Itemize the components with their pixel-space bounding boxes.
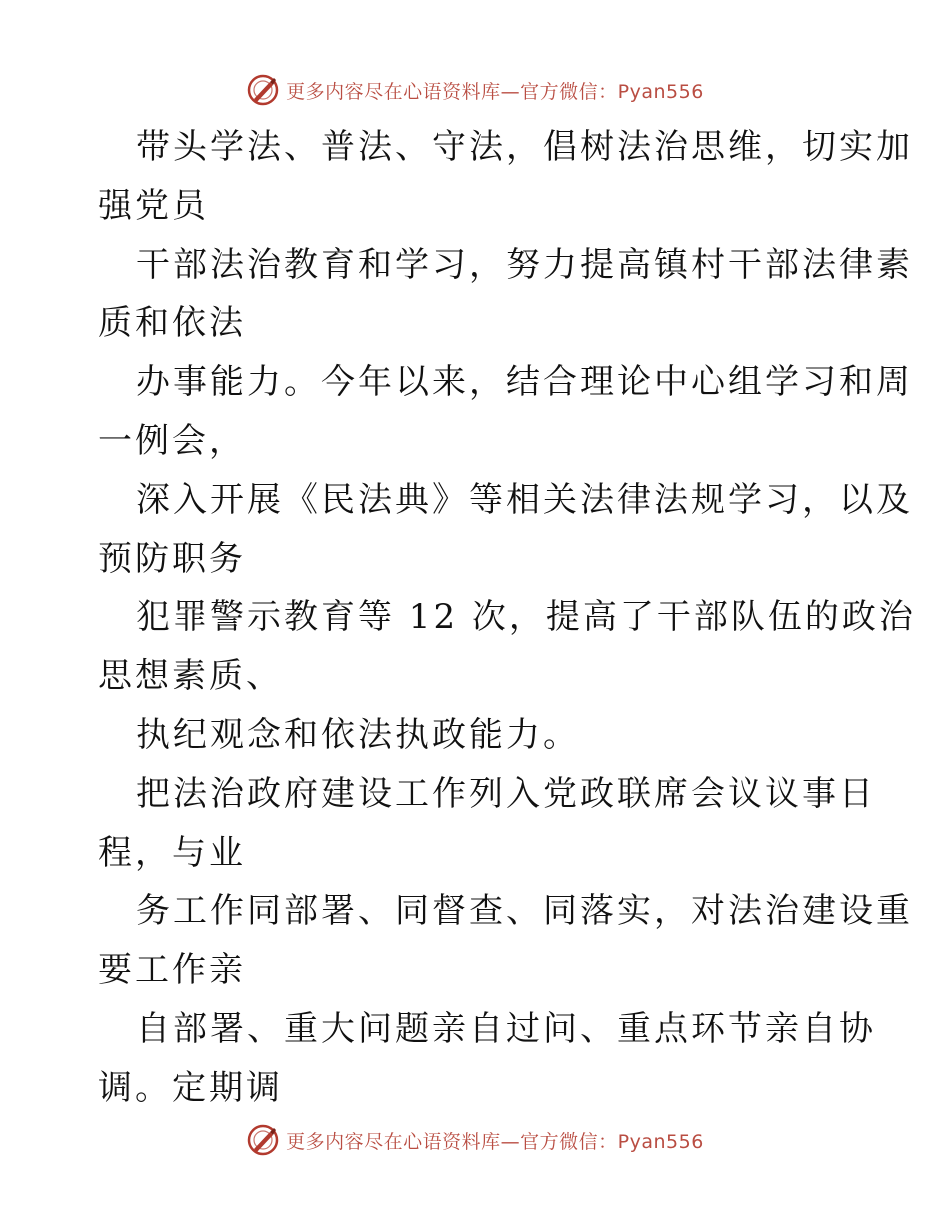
body-line: 调。定期调	[98, 1067, 283, 1108]
body-line: 质和依法	[98, 303, 246, 344]
document-body	[98, 118, 916, 1118]
body-line: 执纪观念和依法执政能力。	[136, 714, 580, 755]
body-line: 务工作同部署、同督查、同落实，对法治建设重	[136, 891, 913, 932]
banner-text: 更多内容尽在心语资料库—官方微信：Pyan556	[286, 1130, 704, 1153]
body-line: 干部法治教育和学习，努力提高镇村干部法律素	[136, 244, 913, 285]
footer-banner	[0, 1120, 950, 1160]
body-line: 强党员	[98, 185, 209, 226]
pen-seal-icon	[246, 73, 280, 107]
pen-seal-icon	[246, 1123, 280, 1157]
body-line: 犯罪警示教育等 12 次，提高了干部队伍的政治	[136, 597, 916, 638]
body-line: 深入开展《民法典》等相关法律法规学习，以及	[136, 479, 913, 520]
body-line: 预防职务	[98, 538, 246, 579]
body-line: 把法治政府建设工作列入党政联席会议议事日	[136, 773, 876, 814]
body-line: 要工作亲	[98, 950, 246, 991]
body-line: 自部署、重大问题亲自过问、重点环节亲自协	[136, 1008, 876, 1049]
body-line: 带头学法、普法、守法，倡树法治思维，切实加	[136, 127, 913, 167]
banner-text: 更多内容尽在心语资料库—官方微信：Pyan556	[286, 80, 704, 103]
header-banner	[0, 70, 950, 110]
body-line: 思想素质、	[98, 656, 283, 697]
body-line: 程，与业	[98, 832, 246, 873]
body-line: 办事能力。今年以来，结合理论中心组学习和周	[136, 362, 913, 403]
body-line: 一例会，	[98, 420, 246, 461]
